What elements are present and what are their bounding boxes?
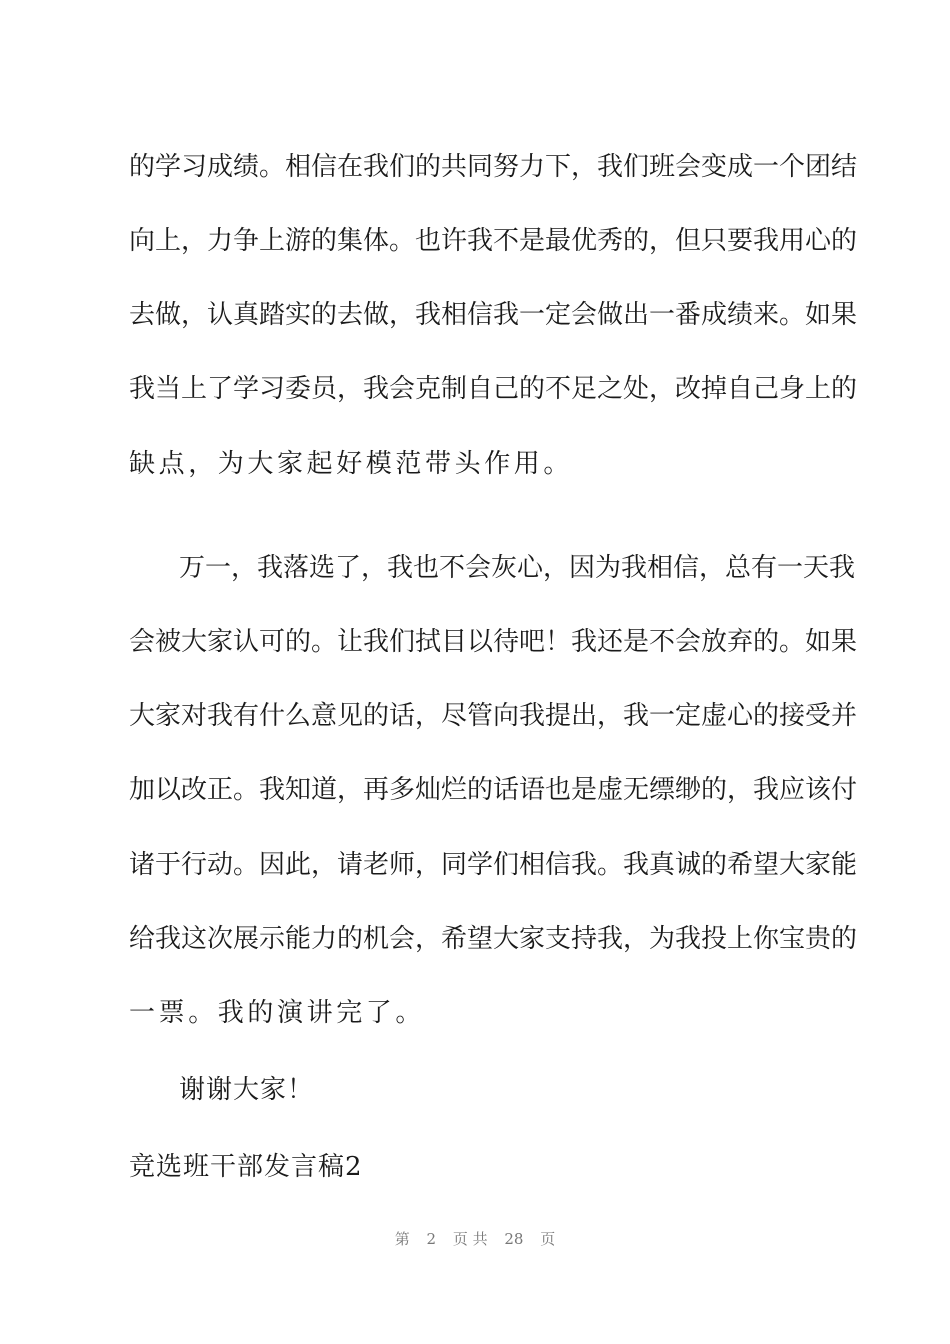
section-heading: 竞选班干部发言稿2 [129, 1152, 363, 1182]
paragraph-1-line-4: 我当上了学习委员，我会克制自己的不足之处，改掉自己身上的 [129, 374, 858, 404]
closing-thanks: 谢谢大家！ [179, 1075, 315, 1105]
paragraph-2-line-2: 会被大家认可的。让我们拭目以待吧！我还是不会放弃的。如果 [129, 627, 858, 657]
paragraph-2-line-1: 万一，我落选了，我也不会灰心，因为我相信，总有一天我 [179, 553, 856, 583]
footer-total-pages: 28 [504, 1230, 524, 1248]
paragraph-2-line-4: 加以改正。我知道，再多灿烂的话语也是虚无缥缈的，我应该付 [129, 775, 858, 805]
paragraph-2-line-7: 一票。我的演讲完了。 [129, 998, 426, 1028]
footer-label-page: 第 [394, 1230, 410, 1248]
footer-current-page: 2 [426, 1230, 437, 1248]
page-footer [0, 1228, 950, 1249]
paragraph-2-line-3: 大家对我有什么意见的话，尽管向我提出，我一定虚心的接受并 [129, 701, 858, 731]
footer-label-end: 页 [540, 1230, 556, 1248]
paragraph-1-line-3: 去做，认真踏实的去做，我相信我一定会做出一番成绩来。如果 [129, 300, 858, 330]
paragraph-1-line-1: 的学习成绩。相信在我们的共同努力下，我们班会变成一个团结 [129, 152, 858, 182]
paragraph-2-line-6: 给我这次展示能力的机会，希望大家支持我，为我投上你宝贵的 [129, 924, 858, 954]
paragraph-1-line-2: 向上，力争上游的集体。也许我不是最优秀的，但只要我用心的 [129, 226, 858, 256]
paragraph-2-line-5: 诸于行动。因此，请老师，同学们相信我。我真诚的希望大家能 [129, 850, 858, 880]
paragraph-1-line-5: 缺点，为大家起好模范带头作用。 [129, 449, 574, 479]
footer-label-of: 页 共 [452, 1230, 488, 1248]
